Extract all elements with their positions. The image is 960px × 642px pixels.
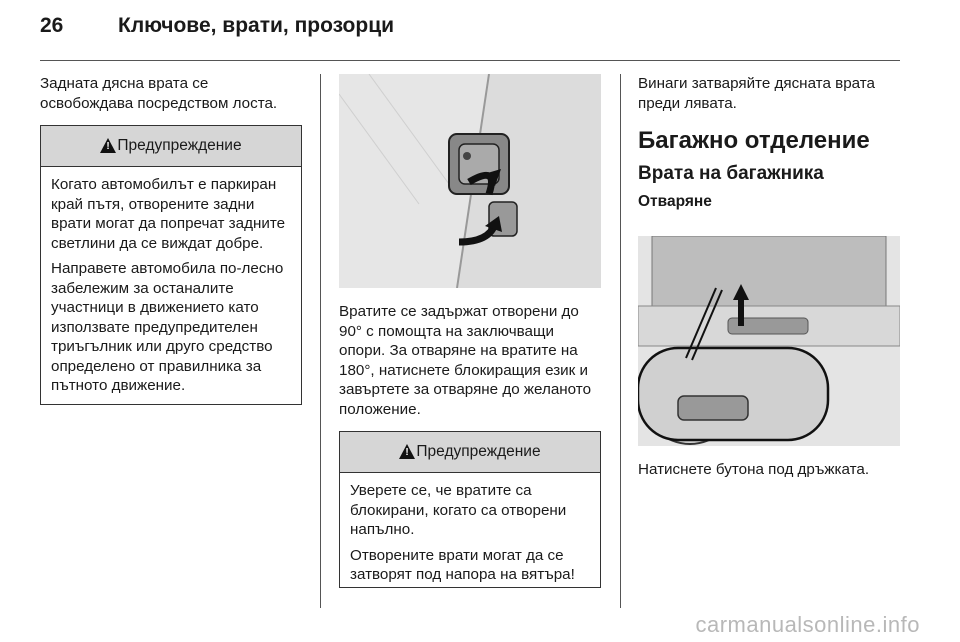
intro-text: Задната дясна врата се освобождава посредством лоста.	[40, 75, 278, 112]
column-divider-1	[320, 74, 321, 608]
door-hinge-figure	[339, 74, 601, 288]
warning-box	[40, 125, 302, 405]
watermark: carmanualsonline.info	[695, 612, 920, 637]
column-3-caption	[638, 460, 900, 480]
warning-paragraph: Уверете се, че вратите са блокирани, когато са отворени напълно.	[350, 482, 567, 538]
section-heading: Багажно отделение	[638, 127, 870, 154]
warning-body	[41, 167, 301, 396]
warning-header	[340, 432, 600, 473]
column-3	[638, 74, 900, 211]
intro-text: Винаги затваряйте дясната врата преди лявата.	[638, 75, 875, 112]
door-hinge-illustration	[339, 74, 601, 288]
header-rule	[40, 60, 900, 61]
warning-paragraph: Отворените врати могат да се затворят под напора на вятъра!	[350, 546, 575, 583]
subsection-heading: Врата на багажника	[638, 163, 824, 184]
warning-label: Предупреждение	[416, 443, 541, 460]
warning-paragraph: Когато автомобилът е паркиран край пътя, отворените задни врати могат да попречат задните светлини да се виждат добре.	[51, 176, 286, 252]
warning-label: Предупреждение	[117, 137, 242, 154]
warning-paragraph: Направете автомобила по-лесно забележим за останалите участници в движението като използвате предупредителен триъгълник или друго средство определено от правилника за пътното движение.	[51, 260, 284, 394]
figure-caption: Вратите се задържат отворени до 90° с помощта на заключващи опори. За отваряне на вратите на 180°, натиснете блокиращия език и завъртете за отваряне до желаното положение.	[339, 303, 592, 418]
tailgate-figure	[638, 236, 900, 446]
warning-box	[339, 431, 601, 588]
warning-triangle-icon	[399, 444, 415, 459]
page-header	[40, 14, 900, 48]
column-2	[339, 302, 601, 588]
column-divider-2	[620, 74, 621, 608]
warning-triangle-icon	[100, 138, 116, 153]
column-1	[40, 74, 302, 405]
figure-caption: Натиснете бутона под дръжката.	[638, 461, 870, 478]
warning-body	[340, 473, 600, 585]
page-number: 26	[40, 14, 64, 37]
subsubsection-heading: Отваряне	[638, 193, 712, 210]
page-title: Ключове, врати, прозорци	[118, 14, 395, 37]
warning-header	[41, 126, 301, 167]
tailgate-illustration	[638, 236, 900, 446]
